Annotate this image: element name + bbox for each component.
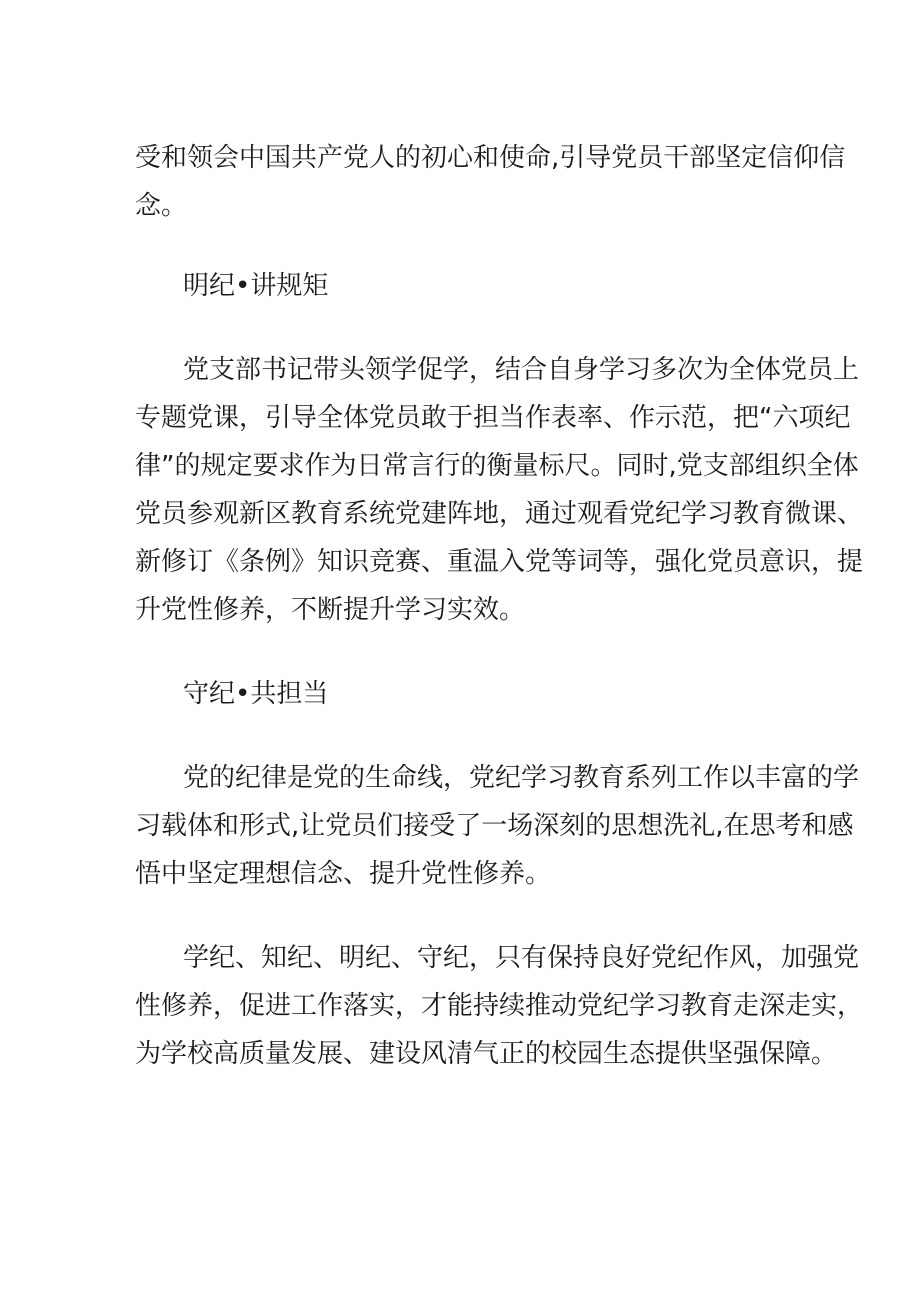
heading-text: 守纪•共担当 <box>183 679 329 709</box>
heading-text: 明纪•讲规矩 <box>183 271 329 301</box>
paragraph-line: 升党性修养，不断提升学习实效。 <box>135 595 526 625</box>
paragraph-line: 党的纪律是党的生命线，党纪学习教育系列工作以丰富的学 <box>183 763 860 793</box>
paragraph-line: 专题党课，引导全体党员敢于担当作表率、作示范，把“六项纪 <box>135 403 851 433</box>
paragraph-line: 习载体和形式,让党员们接受了一场深刻的思想洗礼,在思考和感 <box>135 811 854 841</box>
paragraph-line: 新修订《条例》知识竞赛、重温入党等词等，强化党员意识，提 <box>135 547 864 577</box>
paragraph-line: 律”的规定要求作为日常言行的衡量标尺。同时,党支部组织全体 <box>135 451 859 481</box>
paragraph-line: 性修养，促进工作落实，才能持续推动党纪学习教育走深走实， <box>135 991 864 1021</box>
paragraph-mingji <box>135 346 864 634</box>
paragraph-conclusion <box>135 934 864 1078</box>
paragraph-line: 党员参观新区教育系统党建阵地，通过观看党纪学习教育微课、 <box>135 499 864 529</box>
paragraph-continuation <box>135 134 846 230</box>
paragraph-line: 念。 <box>135 191 188 221</box>
paragraph-line: 学纪、知纪、明纪、守纪，只有保持良好党纪作风，加强党 <box>183 943 860 973</box>
paragraph-line: 党支部书记带头领学促学，结合自身学习多次为全体党员上 <box>183 355 860 385</box>
section-heading-mingji <box>135 262 795 310</box>
section-heading-shouji <box>135 670 795 718</box>
paragraph-line: 为学校高质量发展、建设风清气正的校园生态提供坚强保障。 <box>135 1039 838 1069</box>
paragraph-line: 悟中坚定理想信念、提升党性修养。 <box>135 859 552 889</box>
paragraph-line: 受和领会中国共产党人的初心和使命,引导党员干部坚定信仰信 <box>135 143 846 173</box>
paragraph-shouji <box>135 754 860 898</box>
